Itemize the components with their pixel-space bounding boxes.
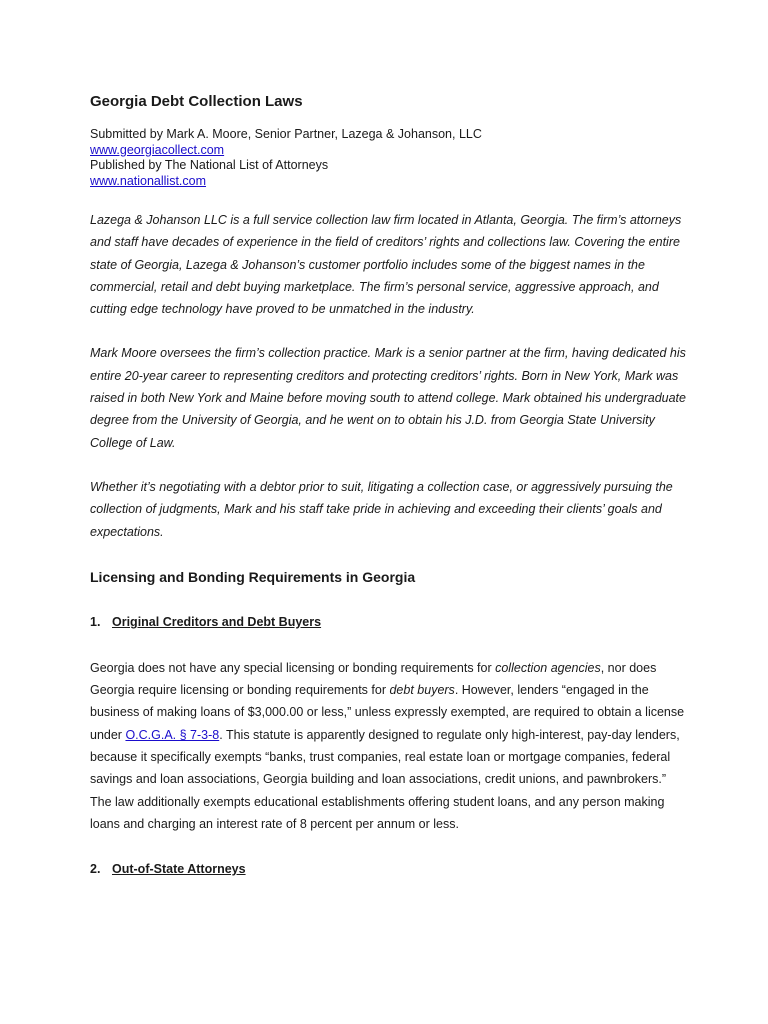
document-meta [90, 127, 690, 189]
item-heading-out-of-state-attorneys [90, 859, 690, 879]
item-title: Out-of-State Attorneys [112, 862, 246, 877]
item-title: Original Creditors and Debt Buyers [112, 614, 322, 629]
published-by: Published by The National List of Attorneys [90, 158, 329, 172]
item-number: 1. [90, 614, 101, 629]
services-paragraph: Whether it’s negotiating with a debtor prior to suit, litigating a collection case, or aggressively pursuing the collection of judgments, Mark and his staff take pride in achieving and exceeding their clients’ goals and expectations. [90, 479, 673, 539]
georgiacollect-link[interactable]: www.georgiacollect.com [90, 142, 225, 157]
licensing-paragraph: Georgia does not have any special licensing or bonding requirements for collection agencies, nor does Georgia require licensing or bonding requirements for debt buyers. However, lenders “engaged in the business of making loans of $3,000.00 or less,” unless expressly exempted, are required to obtain a license under O.C.G.A. § 7-3-8. This statute is apparently designed to regulate only high-interest, pay-day lenders, because it specifically exempts “banks, trust companies, real estate loan or mortgage companies, federal savings and loan associations, Georgia building and loan associations, credit unions, and pawnbrokers.” The law additionally exempts educational establishments offering student loans, and any person making loans and charging an interest rate of 8 percent per annum or less. [90, 660, 685, 831]
document-title: Georgia Debt Collection Laws [90, 93, 303, 110]
item-heading-original-creditors [90, 612, 690, 632]
mark-moore-bio-paragraph: Mark Moore oversees the firm’s collection practice. Mark is a senior partner at the firm, having dedicated his entire 20-year career to representing creditors and protecting creditors’ rights. Born in New York, Mark was raised in both New York and Maine before moving south to attend college. Mark obtained his undergraduate degree from the University of Georgia, and he went on to obtain his J.D. from Georgia State University College of Law. [90, 346, 686, 450]
document-content [90, 92, 690, 879]
section-heading-licensing: Licensing and Bonding Requirements in Georgia [90, 568, 416, 585]
firm-description-paragraph: Lazega & Johanson LLC is a full service collection law firm located in Atlanta, Georgia. The firm’s attorneys and staff have decades of experience in the field of creditors’ rights and collections law. Covering the entire state of Georgia, Lazega & Johanson’s customer portfolio includes some of the biggest names in the commercial, retail and debt buying marketplace. The firm’s personal service, aggressive approach, and cutting edge technology have proved to be unmatched in the industry. [90, 213, 682, 317]
item-number: 2. [90, 862, 101, 877]
nationallist-link[interactable]: www.nationallist.com [90, 173, 207, 188]
submitted-by: Submitted by Mark A. Moore, Senior Partner, Lazega & Johanson, LLC [90, 127, 482, 141]
ocga-statute-link[interactable]: O.C.G.A. § 7-3-8 [125, 727, 220, 742]
